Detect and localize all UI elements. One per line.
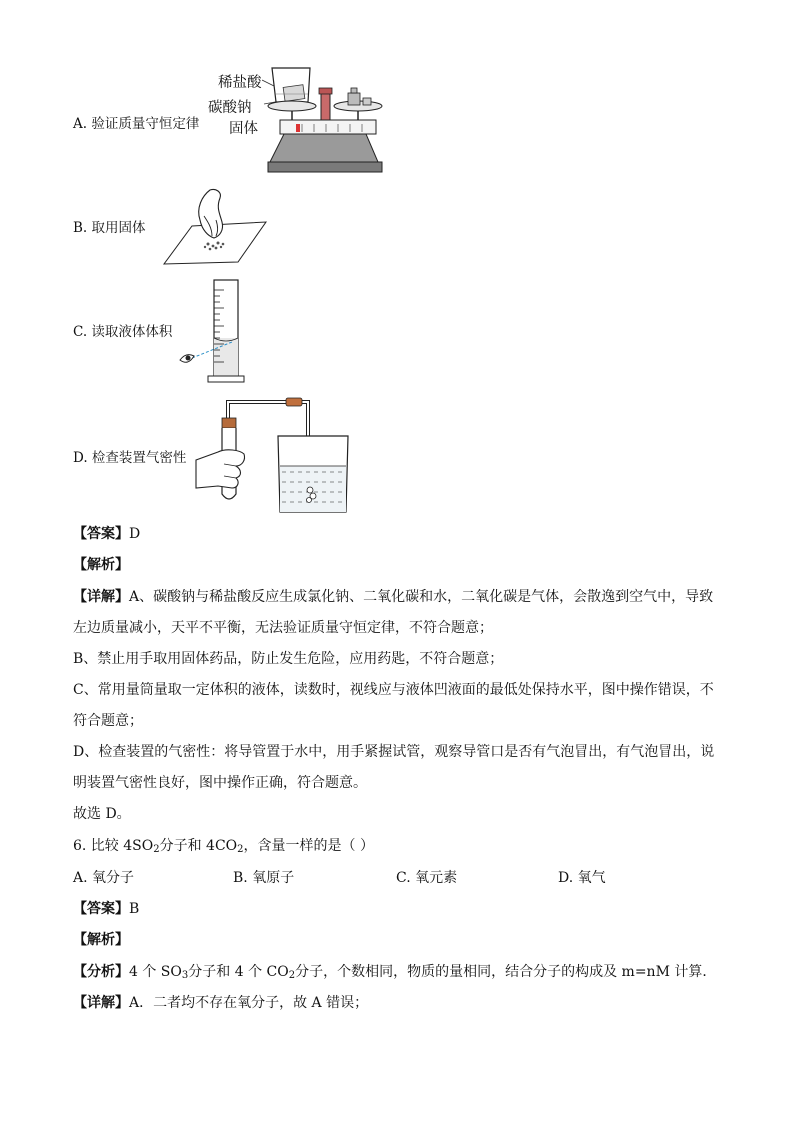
- paragraph-text: 4 个 SO: [129, 964, 182, 980]
- q5-detail-c-line1: C、常用量筒量取一定体积的液体，读数时，视线应与液体凹液面的最低处保持水平，图中操作错误，不: [73, 682, 714, 698]
- paragraph-text: A、碳酸钠与稀盐酸反应生成氯化钠、二氧化碳和水，二氧化碳是气体，会散逸到空气中，导致: [129, 589, 714, 605]
- answer-tag: 【答案】: [73, 526, 129, 542]
- fig-label-solid: 固体: [229, 121, 258, 137]
- q6-answer: [73, 899, 139, 919]
- q5-detail-c-line2: 符合题意；: [73, 713, 143, 729]
- detail-tag: 【详解】: [73, 589, 129, 605]
- q5-detail-a-line2: 左边质量减小，天平不平衡，无法验证质量守恒定律，不符合题意；: [73, 620, 493, 636]
- subscript: 2: [288, 970, 296, 981]
- fig-label-carbonate: 碳酸钠: [208, 100, 252, 116]
- stem-text: ，含量一样的是（ ）: [243, 838, 374, 854]
- paragraph-text: 分子，个数相同，物质的量相同，结合分子的构成及 m=nM 计算．: [295, 964, 717, 980]
- q6-detail-a: [73, 993, 368, 1013]
- hand-taking-solid-figure: [160, 186, 270, 266]
- paragraph-text: 分子和 4 个 CO: [188, 964, 289, 980]
- subscript: 2: [153, 844, 160, 855]
- detail-tag: 【详解】: [73, 995, 129, 1011]
- q6-option-c: C. 氧元素: [396, 870, 458, 886]
- option-b-label: B. 取用固体: [73, 220, 146, 236]
- q6-analysis-tag: [73, 930, 129, 950]
- q5-detail-d-line2: 明装置气密性良好，图中操作正确，符合题意。: [73, 775, 367, 791]
- answer-value: D: [129, 526, 141, 542]
- stem-text: 6. 比较 4SO: [73, 838, 154, 854]
- q6-option-a: A. 氧分子: [73, 870, 135, 886]
- analysis-tag: 【解析】: [73, 932, 129, 948]
- answer-tag: 【答案】: [73, 901, 129, 917]
- q5-analysis-tag: [73, 555, 129, 575]
- q6-fenxi: [73, 962, 716, 982]
- option-c-label: C. 读取液体体积: [73, 324, 173, 340]
- analysis-tag: 【解析】: [73, 557, 129, 573]
- option-d-label: D. 检查装置气密性: [73, 450, 187, 466]
- subscript: 3: [181, 970, 189, 981]
- airtightness-check-figure: [192, 392, 352, 516]
- paragraph-text: A．二者均不存在氧分子，故 A 错误；: [129, 995, 369, 1011]
- q5-detail-d-line1: D、检查装置的气密性：将导管置于水中，用手紧握试管，观察导管口是否有气泡冒出，有气泡冒出，说: [73, 744, 715, 760]
- subscript: 2: [237, 844, 244, 855]
- q5-conclusion: 故选 D。: [73, 806, 131, 822]
- fig-label-acid: 稀盐酸: [218, 75, 262, 91]
- q5-detail-b: B、禁止用手取用固体药品，防止发生危险，应用药匙，不符合题意；: [73, 651, 504, 667]
- q5-answer: [73, 524, 140, 544]
- measuring-cylinder-figure: [172, 276, 252, 386]
- q6-stem: [73, 836, 374, 856]
- stem-text: 分子和 4CO: [159, 838, 238, 854]
- q6-option-d: D. 氧气: [558, 870, 606, 886]
- q6-option-b: B. 氧原子: [233, 870, 295, 886]
- option-a-label: A. 验证质量守恒定律: [73, 116, 200, 132]
- q5-detail-a-line1: [73, 587, 713, 607]
- answer-value: B: [129, 901, 140, 917]
- fenxi-tag: 【分析】: [73, 964, 129, 980]
- balance-figure: [262, 66, 388, 176]
